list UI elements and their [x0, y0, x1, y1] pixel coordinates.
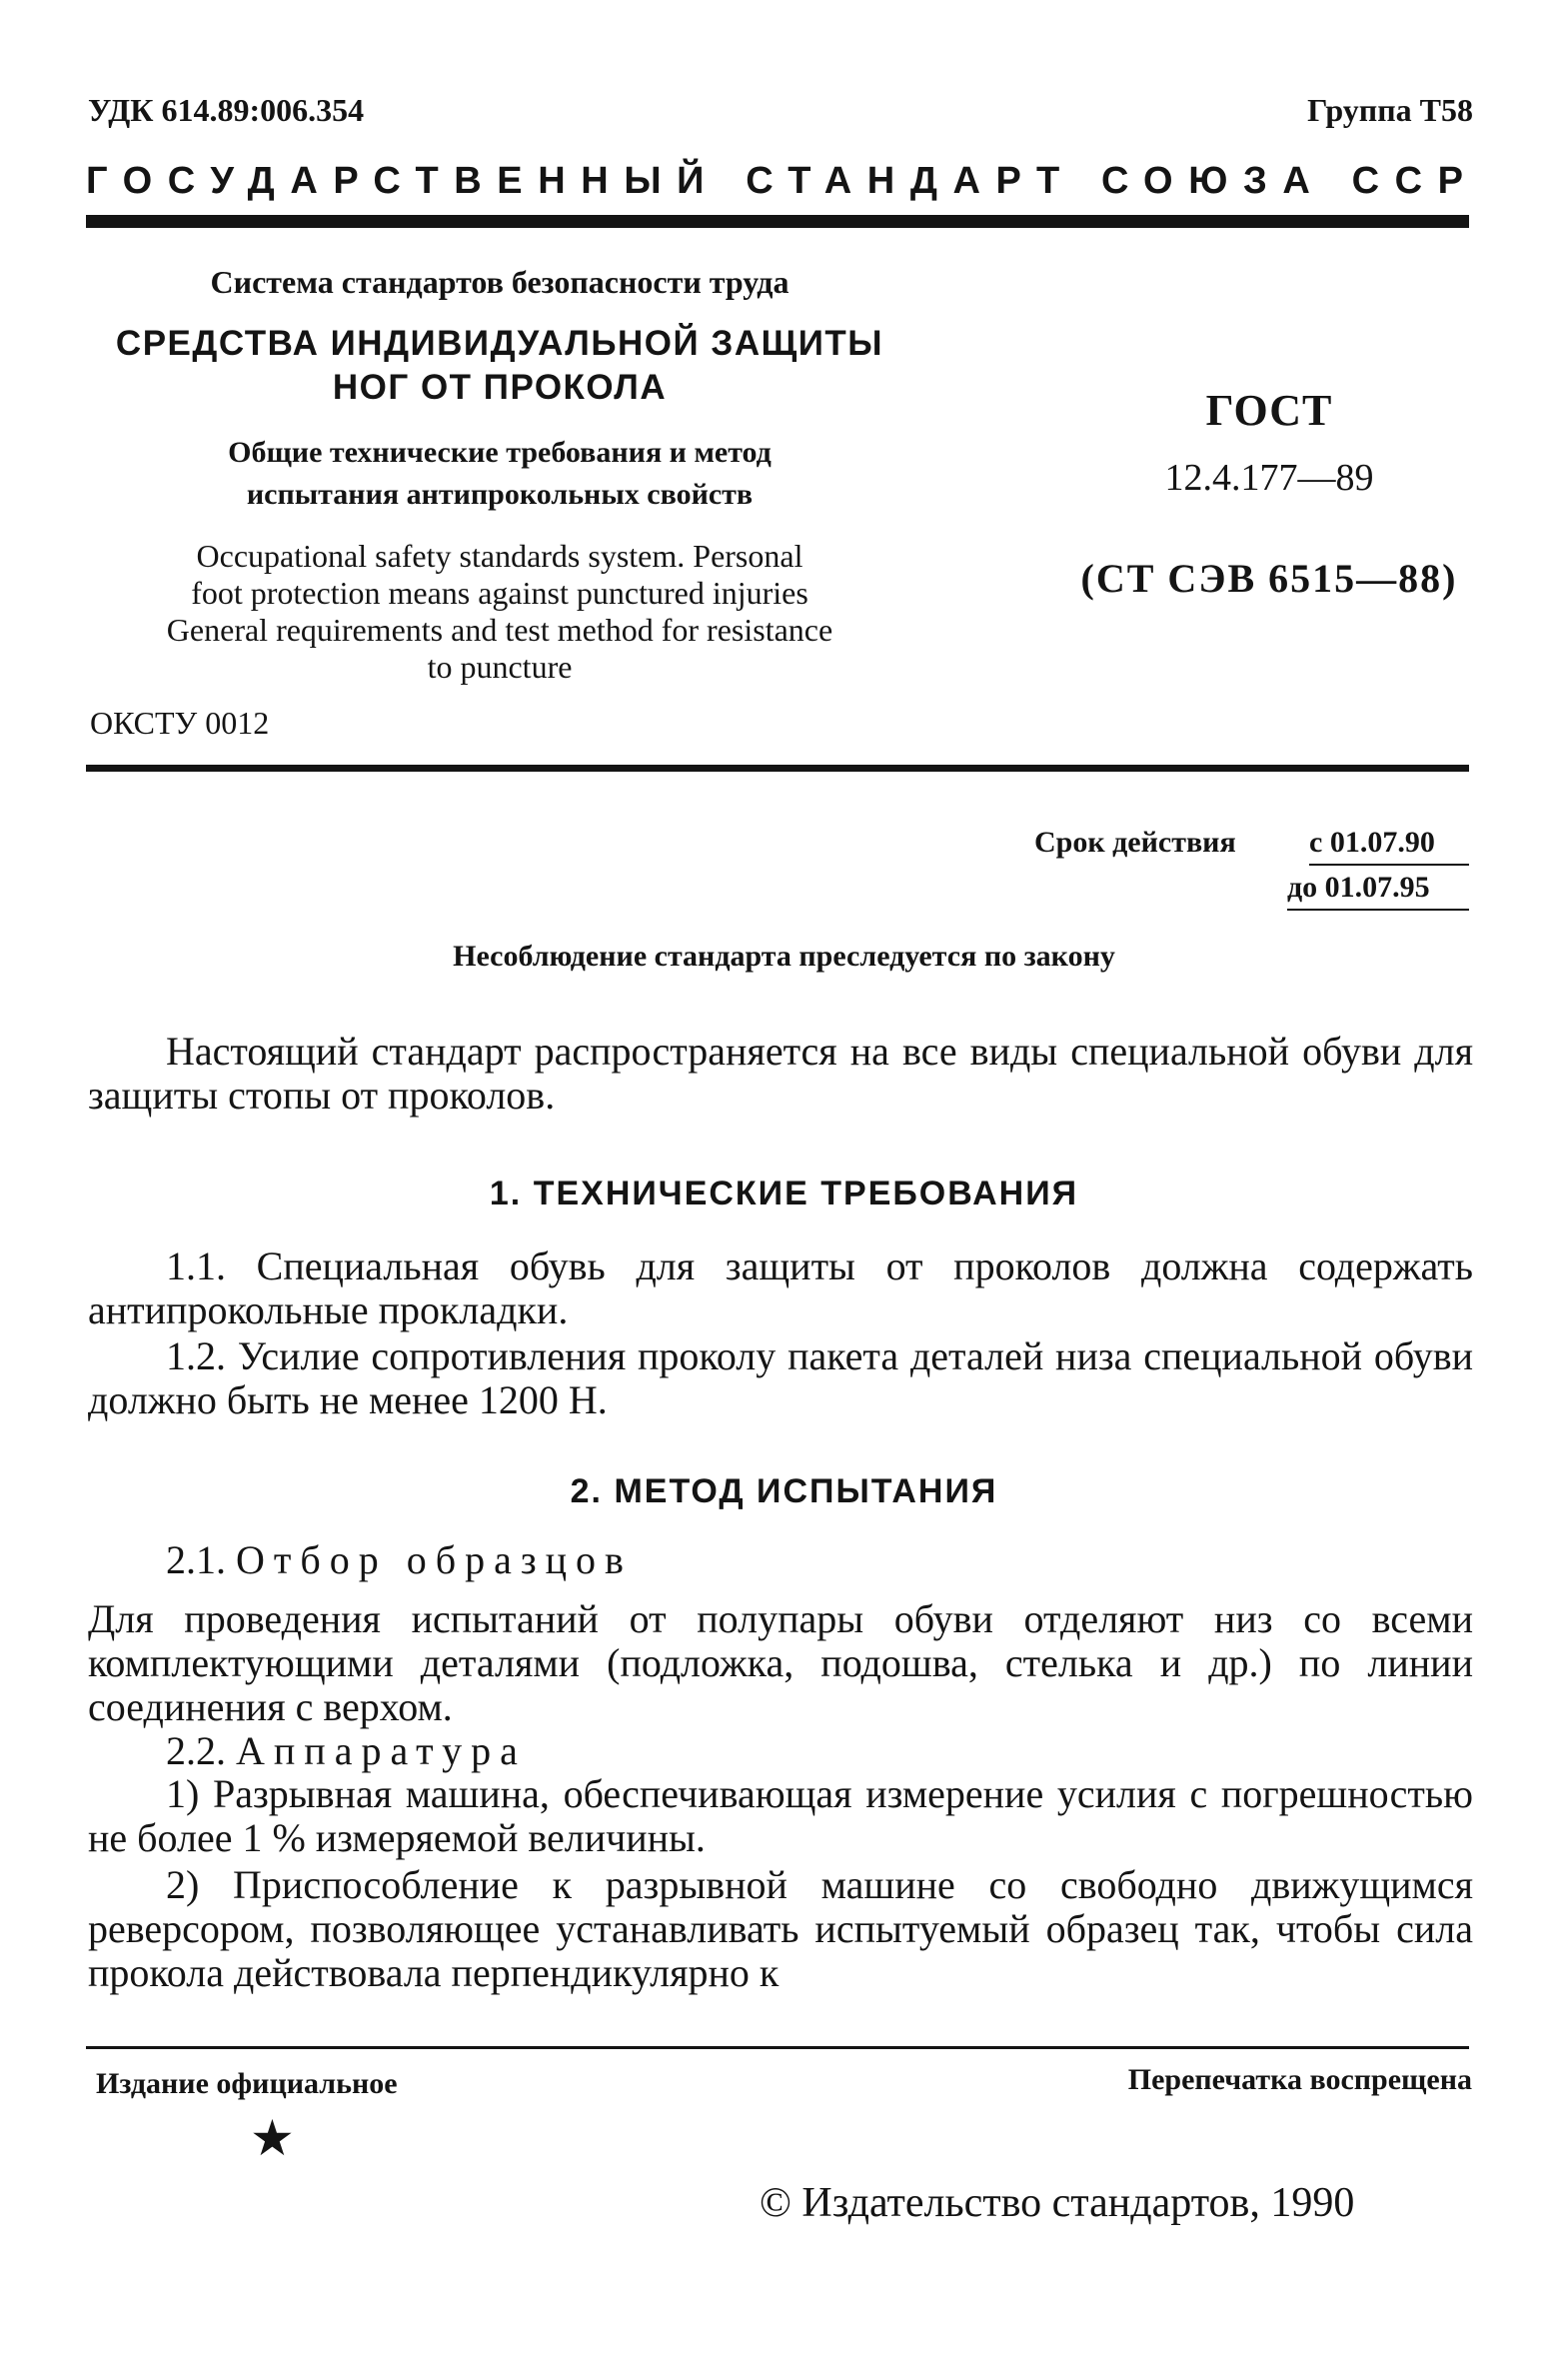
footer-rule: [86, 2046, 1469, 2049]
gost-number: 12.4.177—89: [1164, 457, 1374, 499]
clause-1-2: 1.2. Усилие сопротивления проколу пакета деталей низа специальной обуви должно быть не менее 1200 Н.: [88, 1333, 1473, 1422]
clause-2-1-text: Для проведения испытаний от полупары обуви отделяют низ со всеми комплектующими деталями (подложка, подошва, стелька и др.) по линии соединения с верхом.: [88, 1596, 1473, 1729]
validity-from-date: с 01.07.90: [1309, 826, 1435, 859]
clause-title: Аппаратура: [236, 1728, 527, 1773]
middle-rule: [86, 765, 1469, 772]
validity-to-date: до 01.07.95: [1287, 871, 1430, 904]
clause-2-1-heading: [88, 1538, 1473, 1582]
clause-number: 2.1.: [166, 1537, 226, 1582]
gost-label: ГОСТ: [1205, 386, 1333, 435]
section-2-heading: 2. МЕТОД ИСПЫТАНИЯ: [570, 1472, 998, 1510]
english-line: General requirements and test method for resistance: [166, 612, 833, 648]
udk-code: УДК 614.89:006.354: [88, 92, 365, 128]
non-compliance-notice: Несоблюдение стандарта преследуется по закону: [453, 940, 1115, 973]
clause-1-1: 1.1. Специальная обувь для защиты от проколов должна содержать антипрокольные прокладки.: [88, 1243, 1473, 1332]
clause-title: Отбор образцов: [236, 1537, 633, 1582]
subtitle-line-2: испытания антипрокольных свойств: [246, 478, 754, 511]
validity-to-underline: [1287, 909, 1469, 911]
standards-system-title: Система стандартов безопасности труда: [210, 264, 789, 300]
top-rule: [86, 215, 1469, 228]
clause-number: 2.2.: [166, 1728, 226, 1773]
document-title: [0, 322, 999, 410]
title-line-2: НОГ ОТ ПРОКОЛА: [332, 368, 668, 407]
okstu-code: ОКСТУ 0012: [90, 705, 270, 741]
official-edition-note: Издание официальное: [96, 2067, 398, 2100]
validity-label: Срок действия: [1034, 826, 1236, 859]
state-standard-heading: ГОСУДАРСТВЕННЫЙ СТАНДАРТ СОЮЗА ССР: [86, 160, 1479, 202]
scope-paragraph: Настоящий стандарт распространяется на все виды специальной обуви для защиты стопы от проколов.: [88, 1029, 1473, 1118]
english-title: [0, 538, 999, 686]
reprint-prohibited-note: Перепечатка воспрещена: [1127, 2063, 1472, 2096]
english-line: to puncture: [427, 649, 573, 685]
english-line: Occupational safety standards system. Personal: [196, 538, 803, 574]
clause-2-2-heading: [88, 1729, 1473, 1773]
title-line-1: СРЕДСТВА ИНДИВИДУАЛЬНОЙ ЗАЩИТЫ: [115, 324, 884, 363]
section-1-heading: 1. ТЕХНИЧЕСКИЕ ТРЕБОВАНИЯ: [489, 1175, 1079, 1212]
apparatus-item-2: 2) Приспособление к разрывной машине со свободно движущимся реверсором, позволяющее устанавливать испытуемый образец так, чтобы сила прокола действовала перпендикулярно к: [88, 1862, 1473, 1995]
validity-from-underline: [1309, 864, 1469, 866]
apparatus-item-1: 1) Разрывная машина, обеспечивающая измерение усилия с погрешностью не более 1 % измеряемой величины.: [88, 1771, 1473, 1860]
st-sev-number: (СТ СЭВ 6515—88): [1080, 556, 1458, 601]
group-code: Группа Т58: [1307, 92, 1473, 128]
copyright-line: © Издательство стандартов, 1990: [760, 2180, 1355, 2226]
english-line: foot protection means against punctured injuries: [191, 575, 808, 611]
subtitle-line-1: Общие технические требования и метод: [228, 436, 772, 469]
document-subtitle: [0, 432, 999, 516]
star-icon: ★: [250, 2110, 295, 2166]
